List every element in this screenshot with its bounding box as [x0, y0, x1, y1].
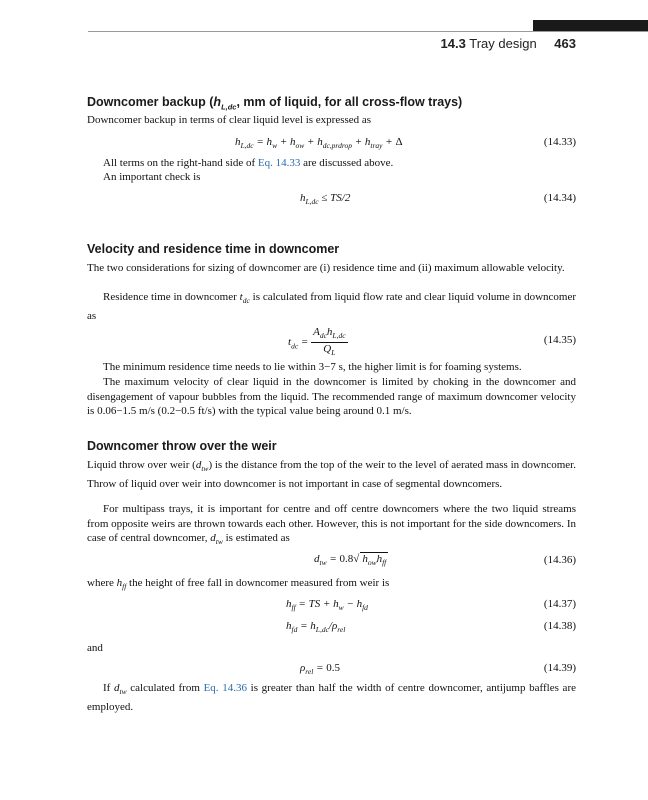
equation-14-37: $h_{ff}$ = TS + $h_w - h_{fd}$ [286, 598, 368, 613]
equation-14-38: $h_{fd} = h_{L,dc}/\rho_{rel}$ [286, 620, 346, 635]
paragraph-intro: Downcomer backup in terms of clear liquid level is expressed as [87, 114, 372, 126]
equation-number: (14.33) [543, 136, 576, 148]
paragraph: Residence time in downcomer $t_{dc}$ is calculated from liquid flow rate and clear liquid volume in downcomer as [87, 291, 576, 322]
equation-number: (14.36) [543, 554, 576, 566]
page-number: 463 [554, 36, 576, 51]
paragraph: Liquid throw over weir $(d_{tw})$ is the distance from the top of the weir to the level of aerated mass in downcomer. Throw of liquid over weir into downcomer is not important in case of segmental downcomers. [87, 459, 576, 490]
paragraph: An important check is [103, 171, 201, 183]
paragraph: The two considerations for sizing of downcomer are (i) residence time and (ii) maximum allowable velocity. [87, 262, 565, 274]
equation-link[interactable]: Eq. 14.36 [203, 682, 247, 694]
heading-downcomer-backup: Downcomer backup ($h_{L,dc}$, mm of liquid, for all cross-flow trays) [87, 95, 463, 112]
equation-link[interactable]: Eq. 14.33 [257, 157, 301, 169]
paragraph: The minimum residence time needs to lie within 3−7 s, the higher limit is for foaming systems. [103, 361, 522, 373]
equation-number: (14.38) [543, 620, 576, 632]
heading-velocity-residence: Velocity and residence time in downcomer [87, 242, 340, 256]
section-number: 14.3 [440, 36, 466, 51]
heading-downcomer-throw: Downcomer throw over the weir [87, 439, 277, 453]
paragraph: For multipass trays, it is important for centre and off centre downcomers where the two liquid streams from opposite weirs are thrown towards each other. However, this is not important for the side downcomers. In case of central downcomer, $d_{tw}$ is estimated as [87, 503, 576, 547]
header-bar [533, 20, 648, 31]
paragraph: where $h_{ff}$ the height of free fall in downcomer measured from weir is [87, 577, 390, 592]
header-rule [88, 31, 648, 32]
section-title: Tray design [469, 36, 537, 51]
equation-14-39: $\rho_{rel} = 0.5$ [300, 662, 341, 677]
paragraph-and: and [87, 642, 103, 654]
paragraph: All terms on the right-hand side of Eq. 14.33 are discussed above. [103, 157, 394, 169]
paragraph: If $d_{tw}$ calculated from Eq. 14.36 is greater than half the width of centre downcomer, antijump baffles are employed. [87, 682, 576, 713]
equation-14-34: $h_{L,dc} \le TS/2$ [300, 192, 351, 207]
equation-number: (14.39) [543, 662, 576, 674]
equation-number: (14.35) [543, 334, 576, 346]
running-head [441, 36, 576, 51]
equation-14-33: $h_{L,dc} = h_w + h_{ow} + h_{dc,prdrop} + h_{tray} + \Delta$ [235, 136, 403, 151]
equation-14-36: $d_{tw} = 0.8√$ $h_{ow}h_{ff}$ [314, 553, 387, 568]
paragraph: The maximum velocity of clear liquid in the downcomer is limited by choking in the downcomer and disengagement of vapour bubbles from the liquid. The recommended range of maximum downcomer velocity is 0.06−1.5 m/s (0.2−0.5 ft/s) with the typical value being around 0.1 m/s. [87, 376, 576, 417]
equation-14-35: $t_{dc}$ = $\frac{A_{dc}h_{L,dc}}{Q_L}$ [288, 326, 346, 358]
equation-number: (14.37) [543, 598, 576, 610]
equation-number: (14.34) [543, 192, 576, 204]
